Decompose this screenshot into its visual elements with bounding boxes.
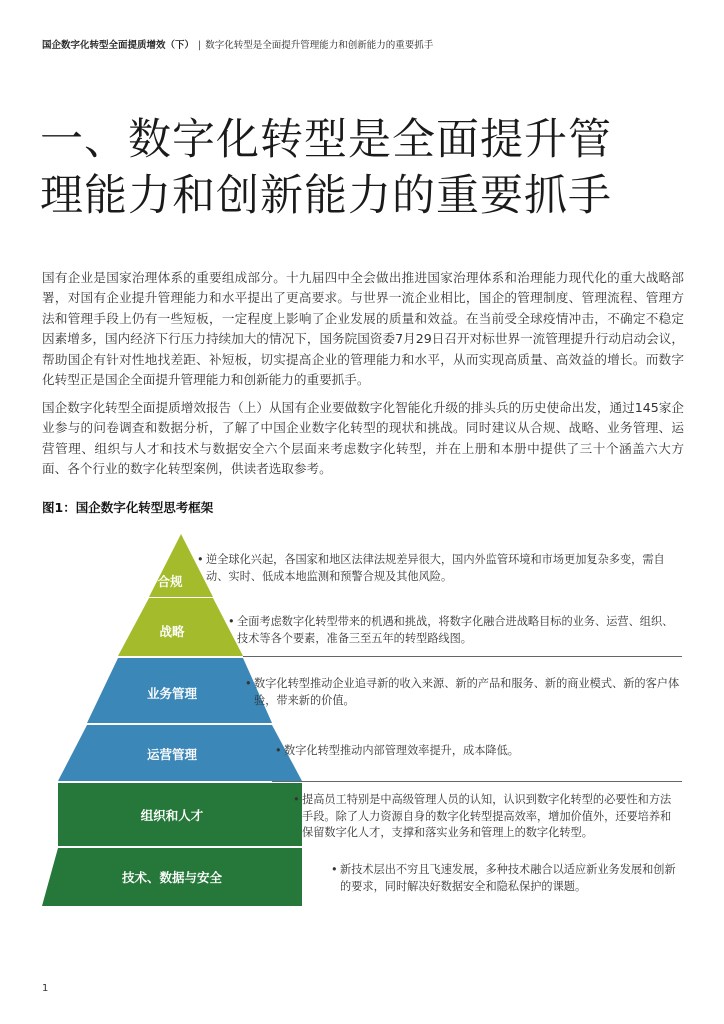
description-operations (275, 743, 680, 760)
description-business-text: 数字化转型推动企业追寻新的收入来源、新的产品和服务、新的商业模式、新的客户体验，带来新的价值。 (254, 677, 680, 707)
body-paragraph-2: 国企数字化转型全面提质增效报告（上）从国有企业要做数字化智能化升级的排头兵的历史使命出发，通过145家企业参与的问卷调查和数据分析，了解了中国企业数字化转型的现状和挑战。同时建议从合规、战略、业务管理、运营管理、组织与人才和技术与数据安全六个层面来考虑数字化转型，并在上册和本册中提供了三十个涵盖六大方面、各个行业的数字化转型案例，供读者选取参考。 (42, 400, 684, 477)
bullet-icon: • (197, 553, 204, 566)
bullet-icon: • (293, 793, 300, 806)
pyramid-label-business: 业务管理 (146, 686, 198, 701)
pyramid-label-technology: 技术、数据与安全 (121, 870, 223, 885)
description-compliance-text: 逆全球化兴起，各国家和地区法律法规差异很大，国内外监管环境和市场更加复杂多变，需自动、实时、低成本地监测和预警合规及其他风险。 (206, 553, 665, 583)
header-section-title: 数字化转型是全面提升管理能力和创新能力的重要抓手 (205, 40, 434, 51)
header-report-title: 国企数字化转型全面提质增效（下） (42, 40, 195, 51)
description-technology (331, 862, 680, 895)
header-separator: | (198, 40, 202, 51)
description-strategy (228, 614, 680, 647)
figure-title: 图1：国企数字化转型思考框架 (42, 500, 214, 515)
description-business (245, 676, 682, 709)
description-organization (293, 792, 682, 842)
page-number: 1 (42, 983, 49, 994)
description-organization-text: 提高员工特别是中高级管理人员的认知，认识到数字化转型的必要性和方法手段。除了人力资源自身的数字化转型提高效率，增加价值外，还要培养和保留数字化人才，支撑和落实业务和管理上的数字化转型。 (302, 793, 672, 839)
pyramid-label-organization: 组织和人才 (140, 808, 204, 823)
description-technology-text: 新技术层出不穷且飞速发展，多种技术融合以适应新业务发展和创新的要求，同时解决好数据安全和隐私保护的课题。 (340, 863, 676, 893)
page-title-line-2: 理能力和创新能力的重要抓手 (40, 171, 612, 221)
bullet-icon: • (245, 677, 252, 690)
pyramid-label-strategy: 战略 (159, 624, 185, 639)
description-strategy-text: 全面考虑数字化转型带来的机遇和挑战，将数字化融合进战略目标的业务、运营、组织、技术等各个要素，准备三至五年的转型路线图。 (237, 615, 674, 645)
pyramid-label-operations: 运营管理 (146, 747, 198, 762)
body-paragraph-1: 国有企业是国家治理体系的重要组成部分。十九届四中全会做出推进国家治理体系和治理能力现代化的重大战略部署，对国有企业提升管理能力和水平提出了更高要求。与世界一流企业相比，国企的管理制度、管理流程、管理方法和管理手段上仍有一些短板，一定程度上影响了企业发展的质量和效益。在当前受全球疫情冲击，不确定不稳定因素增多，国内经济下行压力持续加大的情况下，国务院国资委7月29日召开对标世界一流管理提升行动启动会议，帮助国企有针对性地找差距、补短板，切实提高企业的管理能力和水平，从而实现高质量、高效益的增长。而数字化转型正是国企全面提升管理能力和创新能力的重要抓手。 (42, 270, 684, 388)
bullet-icon: • (275, 744, 282, 757)
description-compliance (197, 552, 680, 585)
page-title-line-1: 一、数字化转型是全面提升管 (40, 115, 612, 165)
description-operations-text: 数字化转型推动内部管理效率提升，成本降低。 (284, 744, 519, 757)
pyramid-label-compliance: 合规 (157, 574, 183, 589)
bullet-icon: • (331, 863, 338, 876)
bullet-icon: • (228, 615, 235, 628)
